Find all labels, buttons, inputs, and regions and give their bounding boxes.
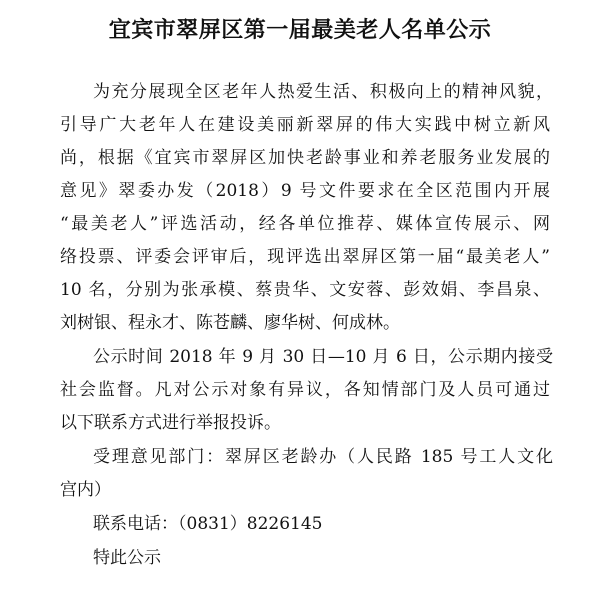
paragraph-line: 为充分展现全区老年人热爱生活、积极向上的精神风貌， (93, 82, 553, 102)
paragraph-line: 引导广大老年人在建设美丽新翠屏的伟大实践中树立新风 (60, 115, 550, 135)
paragraph-line: 公示时间 2018 年 9 月 30 日—10 月 6 日，公示期内接受 (93, 347, 553, 367)
paragraph-line: 宫内） (60, 480, 111, 500)
paragraph-line: 10 名，分别为张承模、蔡贵华、文安蓉、彭效娟、李昌泉、 (60, 280, 550, 300)
paragraph-line: 以下联系方式进行举报投诉。 (60, 413, 281, 433)
contact-phone-line: 联系电话：（0831）8226145 (93, 514, 323, 534)
paragraph-line: “最美老人”评选活动，经各单位推荐、媒体宣传展示、网 (60, 214, 550, 234)
paragraph-line: 社会监督。凡对公示对象有异议，各知情部门及人员可通过 (60, 380, 550, 400)
paragraph-line: 络投票、评委会评审后，现评选出翠屏区第一届“最美老人” (60, 247, 550, 267)
paragraph-line: 尚，根据《宜宾市翠屏区加快老龄事业和养老服务业发展的 (60, 148, 550, 168)
paragraph-line: 刘树银、程永才、陈苍麟、廖华树、何成林。 (60, 313, 400, 333)
paragraph-line: 受理意见部门：翠屏区老龄办（人民路 185 号工人文化 (93, 447, 553, 467)
document-title: 宜宾市翠屏区第一届最美老人名单公示 (108, 18, 492, 43)
closing-line: 特此公示 (93, 548, 161, 568)
paragraph-line: 意见》翠委办发（2018）9 号文件要求在全区范围内开展 (60, 181, 550, 201)
